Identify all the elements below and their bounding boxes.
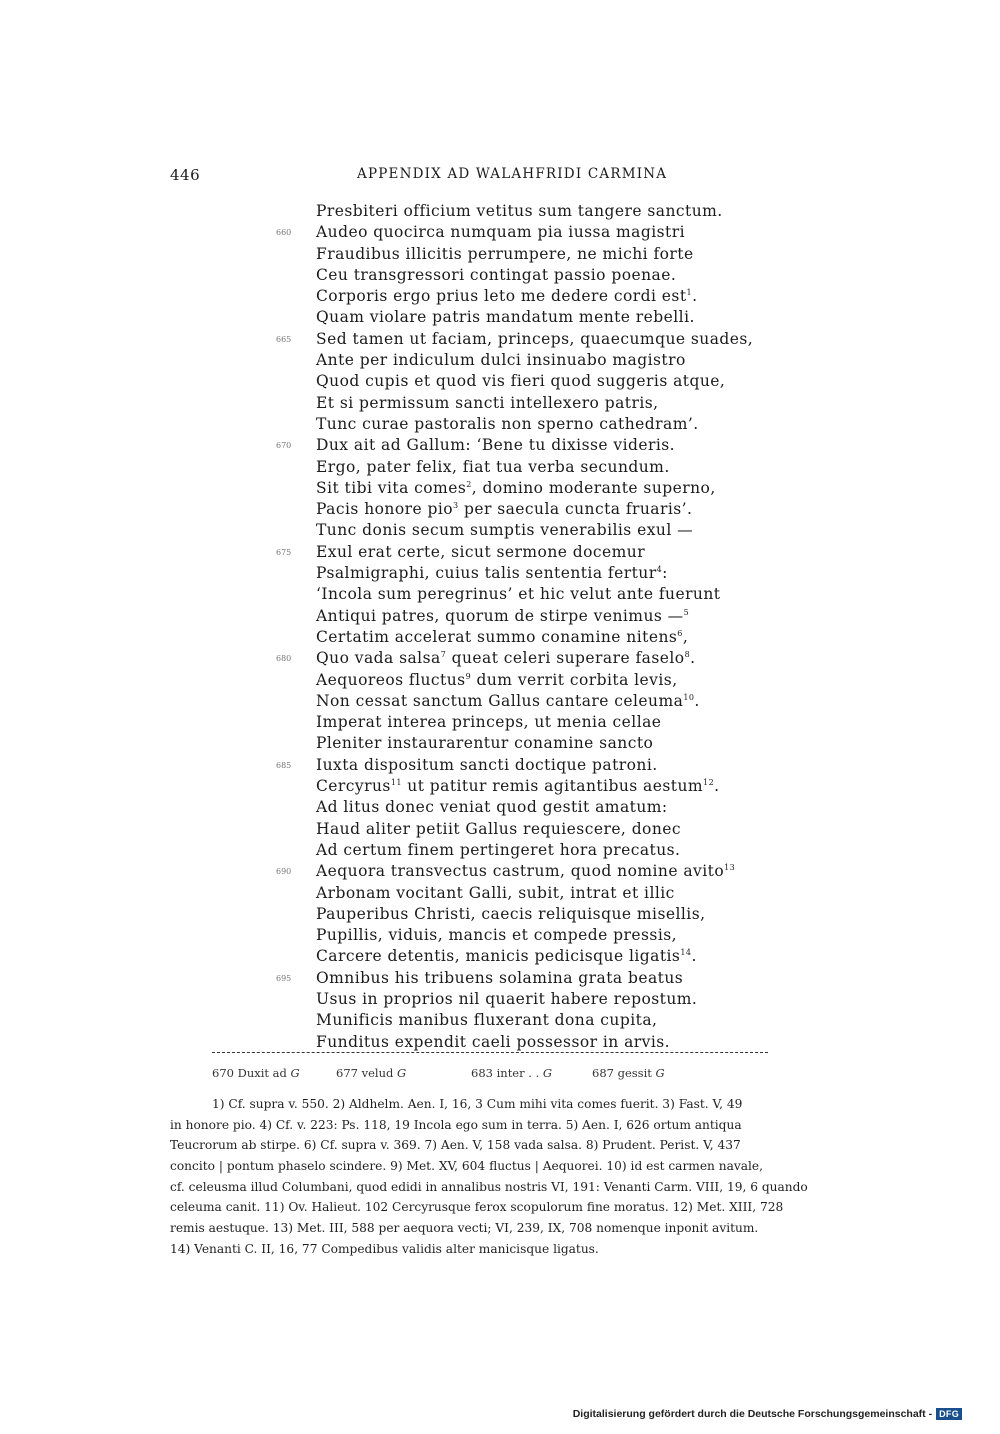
verse-segment: Pauperibus Christi, caecis reliquisque misellis,	[316, 904, 706, 923]
footnote-marker: 9	[465, 671, 472, 681]
verse-text	[316, 733, 653, 754]
verse-line	[270, 520, 870, 541]
footnote-line: Teucrorum ab stirpe. 6) Cf. supra v. 369. 7) Aen. V, 158 vada salsa. 8) Prudent. Perist. V, 437	[170, 1138, 741, 1153]
verse-text	[316, 584, 720, 605]
verse-segment: Exul erat certe, sicut sermone docemur	[316, 542, 646, 561]
verse-line	[270, 946, 870, 967]
footnote-marker: 7	[440, 650, 447, 660]
footnote-line: 1) Cf. supra v. 550. 2) Aldhelm. Aen. I, 16, 3 Cum mihi vita comes fuerit. 3) Fast. V, 49	[212, 1097, 743, 1111]
verse-segment: Usus in proprios nil quaerit habere repostum.	[316, 989, 698, 1008]
verse-text	[316, 350, 686, 371]
verse-segment: Imperat interea princeps, ut menia cellae	[316, 713, 662, 732]
verse-segment: Aequoreos fluctus	[316, 670, 466, 689]
verse-segment: Fraudibus illicitis perrumpere, ne michi forte	[316, 244, 694, 263]
line-number: 675	[276, 547, 292, 557]
verse-segment: Sit tibi vita comes	[316, 478, 467, 497]
verse-line	[270, 670, 870, 691]
verse-text	[316, 904, 705, 925]
verse-text	[316, 435, 675, 456]
variant-reading	[471, 1066, 552, 1080]
footnotes	[170, 1094, 842, 1260]
verse-text	[316, 946, 697, 967]
verse-segment: Antiqui patres, quorum de stirpe venimus —	[316, 606, 684, 625]
verse-segment: Ad litus donec veniat quod gestit amatum:	[316, 798, 668, 817]
verse-segment: Ad certum finem pertingeret hora precatus.	[316, 840, 681, 859]
verse-line	[270, 201, 870, 222]
verse-segment: Ante per indiculum dulci insinuabo magistro	[316, 351, 686, 370]
line-number: 695	[276, 973, 292, 983]
verse-line	[270, 307, 870, 328]
verse-line	[270, 904, 870, 925]
verse-line	[270, 755, 870, 776]
verse-text	[316, 201, 723, 222]
verse-text	[316, 755, 658, 776]
verse-text	[316, 1032, 670, 1053]
footnote-line: cf. celeusma illud Columbani, quod edidi in annalibus nostris VI, 191: Venanti Carm. VIII, 19, 6 quando	[170, 1179, 808, 1194]
verse-segment: Sed tamen ut faciam, princeps, quaecumque suades,	[316, 329, 754, 348]
variant-ref: 683 inter . .	[471, 1066, 543, 1080]
verse-line	[270, 244, 870, 265]
verse-segment: Pupillis, viduis, mancis et compede pressis,	[316, 926, 678, 945]
verse-line	[270, 563, 870, 584]
verse-line	[270, 776, 870, 797]
verse-line	[270, 371, 870, 392]
footnote-line: celeuma canit. 11) Ov. Halieut. 102 Cercyrusque ferox scopulorum fine moratus. 12) Met. XIII, 728	[170, 1200, 784, 1215]
verse-text	[316, 286, 697, 307]
footnote-marker: 4	[656, 565, 663, 575]
verse-text	[316, 883, 675, 904]
verse-line	[270, 968, 870, 989]
footnote-marker: 3	[453, 501, 459, 511]
verse-segment: Tunc donis secum sumptis venerabilis exul —	[316, 521, 694, 540]
verse-segment: Certatim accelerat summo conamine nitens	[316, 627, 678, 646]
line-number: 690	[276, 867, 292, 877]
verse-segment: Tunc curae pastoralis non sperno cathedram’.	[316, 414, 699, 433]
verse-segment: Ceu transgressori contingat passio poenae.	[316, 265, 677, 284]
manuscript-siglum: G	[290, 1066, 300, 1080]
variant-reading	[336, 1066, 406, 1080]
verse-text	[316, 861, 735, 882]
verse-segment: .	[714, 777, 720, 796]
verse-line	[270, 691, 870, 712]
verse-line	[270, 584, 870, 605]
dfg-logo: DFG	[936, 1408, 962, 1420]
verse-text	[316, 840, 680, 861]
footnote-line: in honore pio. 4) Cf. v. 223: Ps. 118, 19 Incola ego sum in terra. 5) Aen. I, 626 ortum antiqua	[170, 1117, 742, 1132]
verse-segment: Quam violare patris mandatum mente rebelli.	[316, 308, 695, 327]
verse-line	[270, 457, 870, 478]
verse-text	[316, 606, 689, 627]
line-number: 680	[276, 654, 292, 664]
verse-line	[270, 286, 870, 307]
variant-reading	[592, 1066, 665, 1080]
footnote-marker: 8	[684, 650, 691, 660]
poem-text	[270, 201, 870, 1053]
verse-line	[270, 414, 870, 435]
running-title: APPENDIX AD WALAHFRIDI CARMINA	[357, 166, 668, 182]
verse-segment: ‘Incola sum peregrinus’ et hic velut ante fuerunt	[316, 585, 721, 604]
credit-text: Digitalisierung gefördert durch die Deutsche Forschungsgemeinschaft -	[572, 1408, 933, 1420]
verse-segment: Audeo quocirca numquam pia iussa magistri	[316, 223, 685, 242]
verse-segment: Ergo, pater felix, fiat tua verba secundum.	[316, 457, 670, 476]
verse-text	[316, 563, 668, 584]
verse-line	[270, 861, 870, 882]
line-number: 670	[276, 441, 292, 451]
verse-segment: Funditus expendit caeli possessor in arvis.	[316, 1032, 671, 1051]
digitization-credit	[573, 1408, 962, 1420]
verse-line	[270, 222, 870, 243]
footnote-line: remis aestuque. 13) Met. III, 588 per aequora vecti; VI, 239, IX, 708 nomenque inponit avitum.	[170, 1221, 759, 1236]
verse-text	[316, 819, 681, 840]
verse-text	[316, 627, 688, 648]
line-number: 685	[276, 760, 292, 770]
verse-line	[270, 1010, 870, 1031]
verse-text	[316, 244, 694, 265]
verse-segment: .	[690, 649, 696, 668]
verse-text	[316, 520, 693, 541]
verse-segment: Pacis honore pio	[316, 500, 454, 519]
verse-text	[316, 968, 683, 989]
verse-line	[270, 606, 870, 627]
verse-text	[316, 712, 661, 733]
verse-segment: Aequora transvectus castrum, quod nomine avito	[316, 862, 725, 881]
verse-text	[316, 776, 720, 797]
footnote-marker: 12	[703, 778, 715, 788]
verse-text	[316, 989, 697, 1010]
verse-text	[316, 307, 695, 328]
verse-segment: Presbiteri officium vetitus sum tangere sanctum.	[316, 202, 723, 220]
verse-segment: Iuxta dispositum sancti doctique patroni.	[316, 755, 658, 774]
footnote-marker: 14	[680, 948, 692, 958]
footnote-line: concito | pontum phaselo scindere. 9) Met. XV, 604 fluctus | Aequorei. 10) id est carmen navale,	[170, 1159, 764, 1174]
verse-segment: queat celeri superare faselo	[446, 649, 685, 668]
verse-text	[316, 797, 668, 818]
verse-text	[316, 265, 676, 286]
verse-segment: ,	[682, 627, 689, 646]
footnote-marker: 13	[724, 863, 736, 873]
verse-text	[316, 499, 692, 520]
verse-text	[316, 393, 659, 414]
verse-line	[270, 350, 870, 371]
verse-line	[270, 989, 870, 1010]
footnote-marker: 5	[683, 607, 690, 617]
footnote-line: 14) Venanti C. II, 16, 77 Compedibus validis alter manicisque ligatus.	[170, 1241, 599, 1256]
verse-text	[316, 925, 677, 946]
verse-line	[270, 840, 870, 861]
footnote-marker: 1	[686, 288, 693, 298]
verse-text	[316, 542, 645, 563]
verse-line	[270, 819, 870, 840]
manuscript-siglum: G	[655, 1066, 665, 1080]
verse-line	[270, 542, 870, 563]
verse-segment: .	[692, 287, 698, 306]
footnote-marker: 6	[677, 628, 683, 638]
verse-line	[270, 393, 870, 414]
verse-line	[270, 265, 870, 286]
verse-line	[270, 435, 870, 456]
variant-reading	[212, 1066, 300, 1080]
verse-segment: dum verrit corbita levis,	[471, 670, 678, 689]
page-number: 446	[170, 166, 201, 184]
manuscript-siglum: G	[397, 1066, 407, 1080]
footnote-marker: 2	[466, 479, 472, 489]
variant-ref: 687 gessit	[592, 1066, 656, 1080]
verse-segment: Arbonam vocitant Galli, subit, intrat et illic	[316, 883, 675, 902]
variant-ref: 670 Duxit ad	[212, 1066, 291, 1080]
verse-line	[270, 1032, 870, 1053]
verse-segment: Quo vada salsa	[316, 649, 441, 668]
verse-text	[316, 371, 725, 392]
verse-segment: Psalmigraphi, cuius talis sententia fertur	[316, 564, 657, 583]
verse-segment: Omnibus his tribuens solamina grata beatus	[316, 968, 684, 987]
verse-segment: Munificis manibus fluxerant dona cupita,	[316, 1011, 658, 1030]
verse-text	[316, 222, 685, 243]
verse-text	[316, 670, 678, 691]
footnote-marker: 10	[683, 692, 695, 702]
verse-segment: , domino moderante superno,	[471, 478, 716, 497]
verse-line	[270, 797, 870, 818]
verse-segment: Et si permissum sancti intellexero patris,	[316, 393, 659, 412]
verse-line	[270, 627, 870, 648]
verse-segment: Cercyrus	[316, 777, 391, 796]
verse-segment: Carcere detentis, manicis pedicisque ligatis	[316, 947, 681, 966]
verse-segment: :	[662, 564, 668, 583]
verse-line	[270, 478, 870, 499]
verse-line	[270, 733, 870, 754]
verse-line	[270, 883, 870, 904]
verse-segment: Pleniter instaurarentur conamine sancto	[316, 734, 654, 753]
verse-text	[316, 457, 670, 478]
footnote-separator	[212, 1052, 768, 1053]
verse-segment: .	[694, 691, 700, 710]
manuscript-siglum: G	[542, 1066, 553, 1080]
verse-text	[316, 478, 716, 499]
line-number: 665	[276, 334, 292, 344]
verse-segment: Haud aliter petiit Gallus requiescere, donec	[316, 819, 682, 838]
verse-segment: Dux ait ad Gallum: ‘Bene tu dixisse videris.	[316, 436, 676, 455]
verse-segment: per saecula cuncta fruaris’.	[458, 500, 693, 519]
verse-line	[270, 925, 870, 946]
verse-text	[316, 1010, 657, 1031]
footnote-marker: 11	[390, 778, 402, 788]
verse-text	[316, 329, 753, 350]
verse-segment: Quod cupis et quod vis fieri quod suggeris atque,	[316, 372, 726, 391]
variant-ref: 677 velud	[336, 1066, 398, 1080]
verse-segment: ut patitur remis agitantibus aestum	[401, 777, 704, 796]
line-number: 660	[276, 228, 292, 238]
verse-line	[270, 329, 870, 350]
verse-line	[270, 648, 870, 669]
verse-segment: .	[691, 947, 697, 966]
verse-line	[270, 499, 870, 520]
verse-text	[316, 414, 699, 435]
verse-text	[316, 691, 700, 712]
verse-text	[316, 648, 696, 669]
verse-line	[270, 712, 870, 733]
verse-segment: Non cessat sanctum Gallus cantare celeuma	[316, 691, 684, 710]
verse-segment: Corporis ergo prius leto me dedere cordi est	[316, 287, 687, 306]
